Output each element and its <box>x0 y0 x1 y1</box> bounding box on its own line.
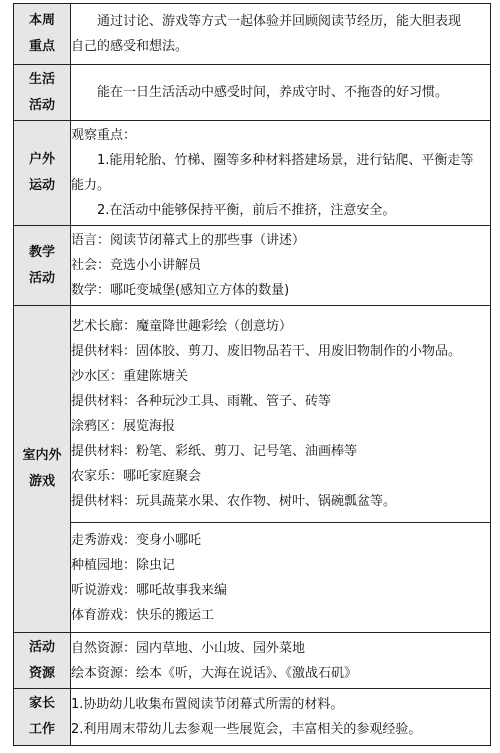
text-line: 绘本资源：绘本《听，大海在说话》、《激战石矶》 <box>71 665 358 681</box>
label-teaching <box>14 226 71 306</box>
label-text: 户外 <box>28 152 55 167</box>
row-life-activity <box>14 65 491 121</box>
text-line: 走秀游戏：变身小哪吒 <box>71 532 202 548</box>
label-life-activity <box>14 65 71 121</box>
label-games <box>14 306 71 633</box>
text-line: 自己的感受和想法。 <box>71 39 189 54</box>
text-line: 体育游戏：快乐的搬运工 <box>71 607 215 623</box>
text-line: 涂鸦区：展览海报 <box>71 419 176 434</box>
text-line: 提供材料：各种玩沙工具、雨靴、管子、砖等 <box>71 394 332 409</box>
label-text: 活动 <box>28 639 55 655</box>
text-line: 听说游戏：哪吒故事我来编 <box>71 582 228 598</box>
text-line: 数学：哪吒变城堡(感知立方体的数量) <box>71 283 290 298</box>
row-games-a <box>14 306 491 523</box>
content-life-activity <box>71 65 491 121</box>
label-text: 重点 <box>28 39 55 54</box>
text-line: 1.协助幼儿收集布置阅读节闭幕式所需的材料。 <box>71 697 344 712</box>
content-teaching <box>71 226 491 306</box>
text-line: 社会：竞选小小讲解员 <box>71 258 202 273</box>
text-line: 通过讨论、游戏等方式一起体验并回顾阅读节经历，能大胆表现 <box>97 14 462 29</box>
content-resources <box>71 633 491 689</box>
text-line: 种植园地：除虫记 <box>71 557 176 573</box>
text-line: 1.能用轮胎、竹梯、圈等多种材料搭建场景，进行钻爬、平衡走等 <box>97 153 474 168</box>
text-line: 2.利用周末带幼儿去参观一些展览会，丰富相关的参观经验。 <box>71 722 422 737</box>
text-line: 提供材料：固体胶、剪刀、废旧物品若干、用废旧物制作的小物品。 <box>71 344 462 359</box>
row-parents <box>14 689 491 746</box>
content-parents <box>71 689 491 746</box>
label-text: 活动 <box>28 97 55 113</box>
row-resources <box>14 633 491 689</box>
content-outdoor-sports <box>71 121 491 226</box>
label-text: 运动 <box>28 178 55 193</box>
content-games-block-2 <box>71 523 491 633</box>
text-line: 自然资源：园内草地、小山坡、园外菜地 <box>71 640 306 656</box>
label-text: 生活 <box>28 71 55 87</box>
text-line: 2.在活动中能够保持平衡，前后不推挤，注意安全。 <box>97 203 396 218</box>
text-line: 沙水区：重建陈塘关 <box>71 369 189 384</box>
label-resources <box>14 633 71 689</box>
label-text: 游戏 <box>28 474 55 489</box>
text-line: 艺术长廊：魔童降世趣彩绘（创意坊） <box>71 319 293 334</box>
text-line: 能力。 <box>71 178 111 193</box>
label-parents <box>14 689 71 746</box>
label-text: 室内外 <box>22 448 62 463</box>
content-weekly-focus <box>71 4 491 65</box>
text-line: 语言：阅读节闭幕式上的那些事（讲述） <box>71 233 306 248</box>
label-text: 家长 <box>28 696 55 711</box>
text-line: 提供材料：粉笔、彩纸、剪刀、记号笔、油画棒等 <box>71 444 358 459</box>
text-line: 农家乐：哪吒家庭聚会 <box>71 469 202 484</box>
label-text: 资源 <box>28 665 55 681</box>
label-text: 工作 <box>28 722 55 737</box>
row-games-b <box>14 523 491 633</box>
weekly-plan-table <box>13 3 491 746</box>
row-weekly-focus <box>14 4 491 65</box>
text-line: 能在一日生活活动中感受时间，养成守时、不拖沓的好习惯。 <box>97 85 449 100</box>
label-text: 教学 <box>28 244 55 260</box>
row-teaching <box>14 226 491 306</box>
text-line: 观察重点： <box>71 128 137 143</box>
label-text: 活动 <box>28 270 55 286</box>
text-line: 提供材料：玩具蔬菜水果、农作物、树叶、锅碗瓢盆等。 <box>71 494 397 509</box>
content-games-block-1 <box>71 306 491 523</box>
label-outdoor-sports <box>14 121 71 226</box>
label-text: 本周 <box>28 13 55 28</box>
row-outdoor-sports <box>14 121 491 226</box>
label-weekly-focus <box>14 4 71 65</box>
